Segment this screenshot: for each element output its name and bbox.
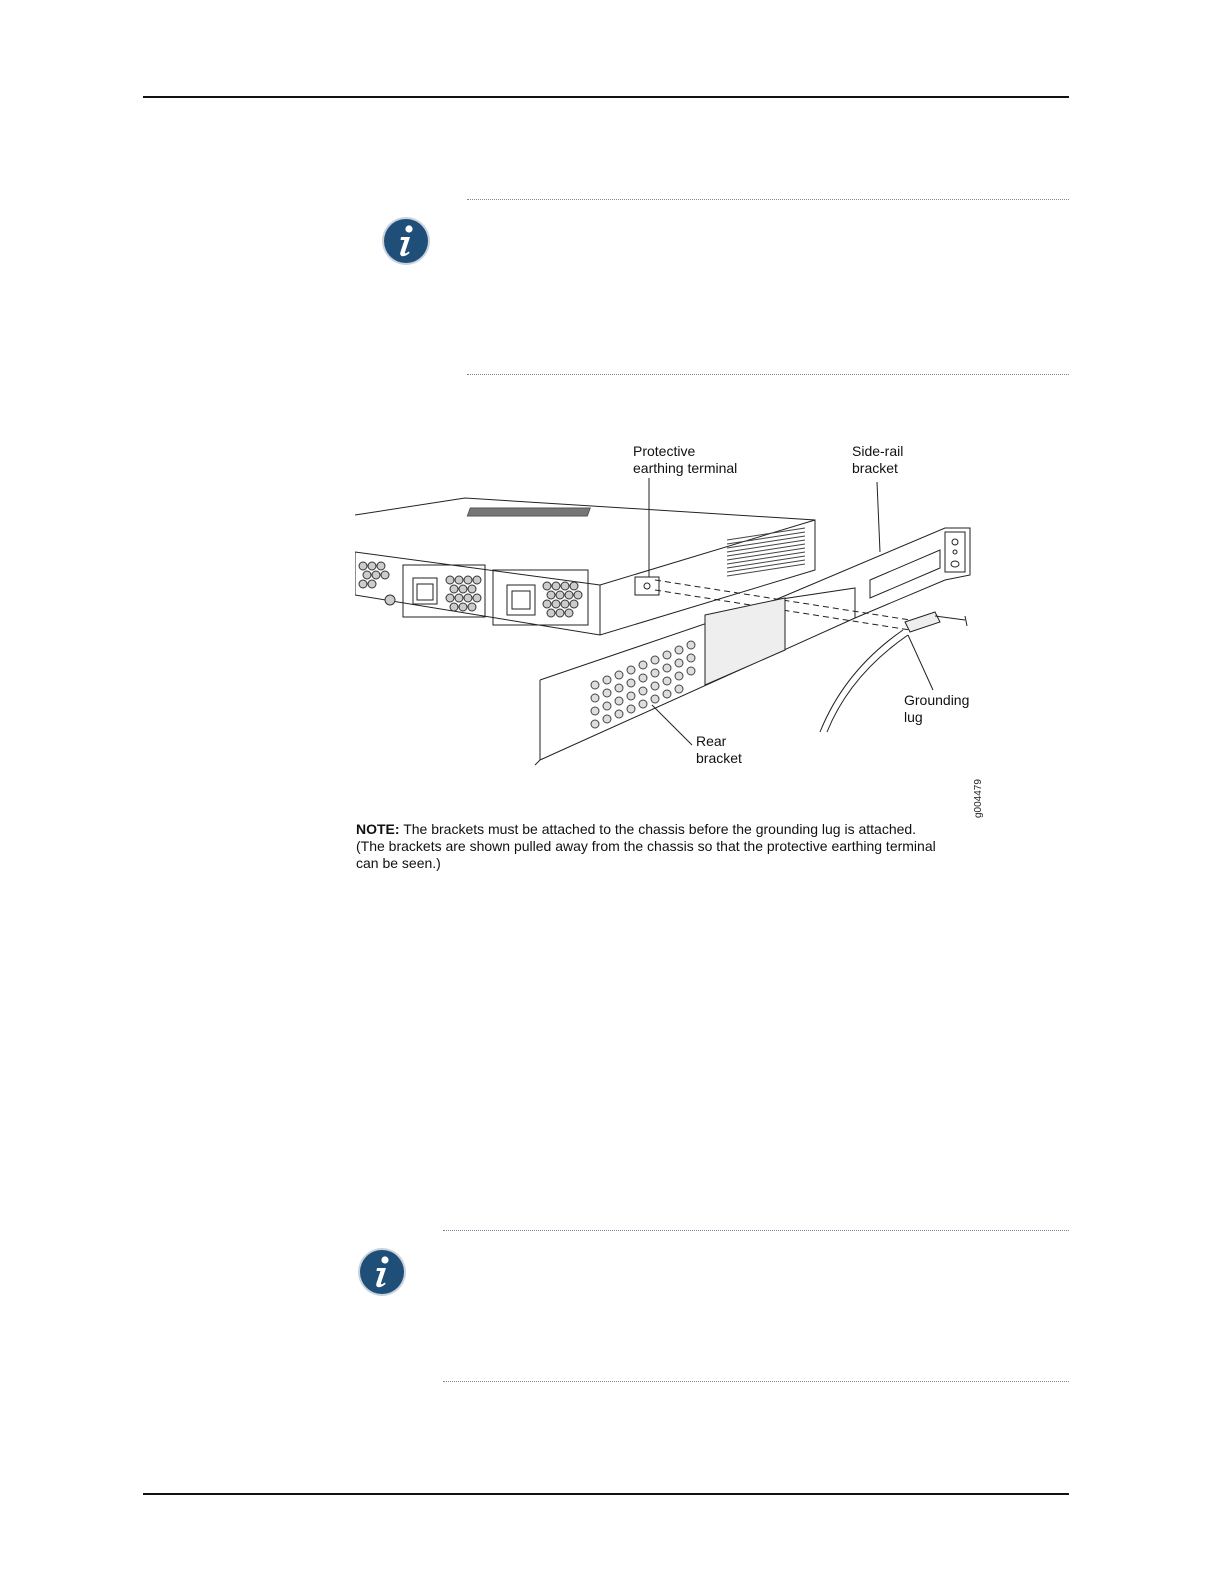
label-side-rail-bracket: Side-rail bbox=[852, 443, 904, 459]
rear-bracket-illustration bbox=[535, 588, 855, 765]
grounding-lug-illustration bbox=[820, 612, 970, 732]
footer-rule bbox=[143, 1493, 1069, 1495]
label-side-rail-bracket-2: bracket bbox=[852, 460, 898, 476]
callout-bottom-divider-1 bbox=[467, 374, 1069, 375]
header-rule bbox=[143, 96, 1069, 98]
info-icon bbox=[381, 216, 431, 266]
label-grounding-lug-2: lug bbox=[904, 709, 923, 725]
note-text-1: The brackets must be attached to the chassis before the grounding lug is attached. bbox=[399, 821, 917, 837]
callout-top-divider-2 bbox=[443, 1230, 1069, 1231]
figure-note bbox=[356, 821, 956, 872]
label-rear-bracket: Rear bbox=[696, 733, 727, 749]
label-grounding-lug: Grounding bbox=[904, 692, 970, 708]
callout-top-divider-1 bbox=[467, 199, 1069, 200]
note-label: NOTE: bbox=[356, 821, 400, 837]
label-protective-earthing-terminal-2: earthing terminal bbox=[633, 460, 738, 476]
callout-bottom-divider-2 bbox=[443, 1381, 1069, 1382]
note-line-1 bbox=[356, 821, 956, 838]
note-line-3: can be seen.) bbox=[356, 855, 441, 871]
figure-id: g004479 bbox=[973, 779, 984, 818]
grounding-figure bbox=[355, 440, 995, 830]
note-line-2: (The brackets are shown pulled away from the chassis so that the protective earthing terminal bbox=[356, 838, 936, 854]
label-protective-earthing-terminal: Protective bbox=[633, 443, 696, 459]
label-rear-bracket-2: bracket bbox=[696, 750, 742, 766]
info-icon bbox=[357, 1247, 407, 1297]
